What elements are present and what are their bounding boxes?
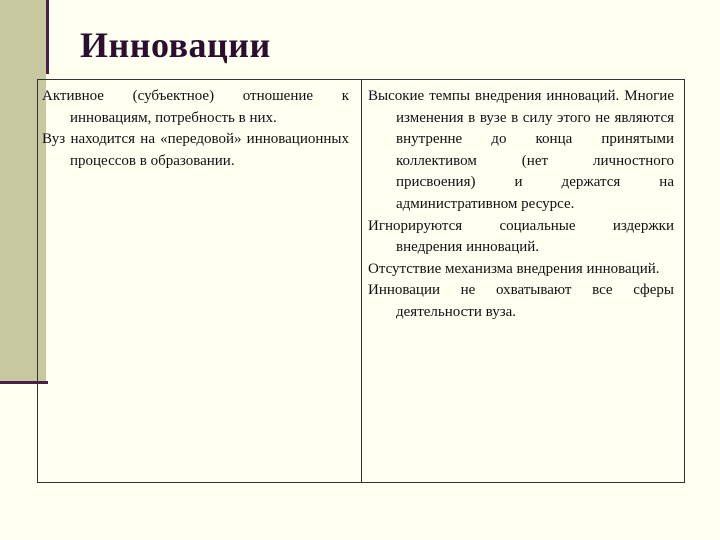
right-item: Высокие темпы внедрения инноваций. Многие изменения в вузе в силу этого не являются внутренне до конца принятыми коллективом (нет личностного присвоения) и держатся на административном ресурсе.	[368, 88, 674, 212]
left-item: Активное (субъектное) отношение к инновациям, потребность в них.	[42, 88, 349, 126]
right-column	[362, 80, 684, 482]
comparison-table	[37, 79, 685, 483]
left-item: Вуз находится на «передовой» инновационных процессов в образовании.	[42, 131, 349, 169]
slide-title: Инновации	[80, 25, 271, 65]
right-item: Игнорируются социальные издержки внедрения инноваций.	[368, 217, 674, 256]
right-item: Инновации не охватывают все сферы деятельности вуза.	[368, 282, 674, 320]
vertical-accent-line	[46, 0, 49, 74]
right-item: Отсутствие механизма внедрения инноваций.	[368, 260, 660, 277]
left-column	[38, 80, 362, 482]
